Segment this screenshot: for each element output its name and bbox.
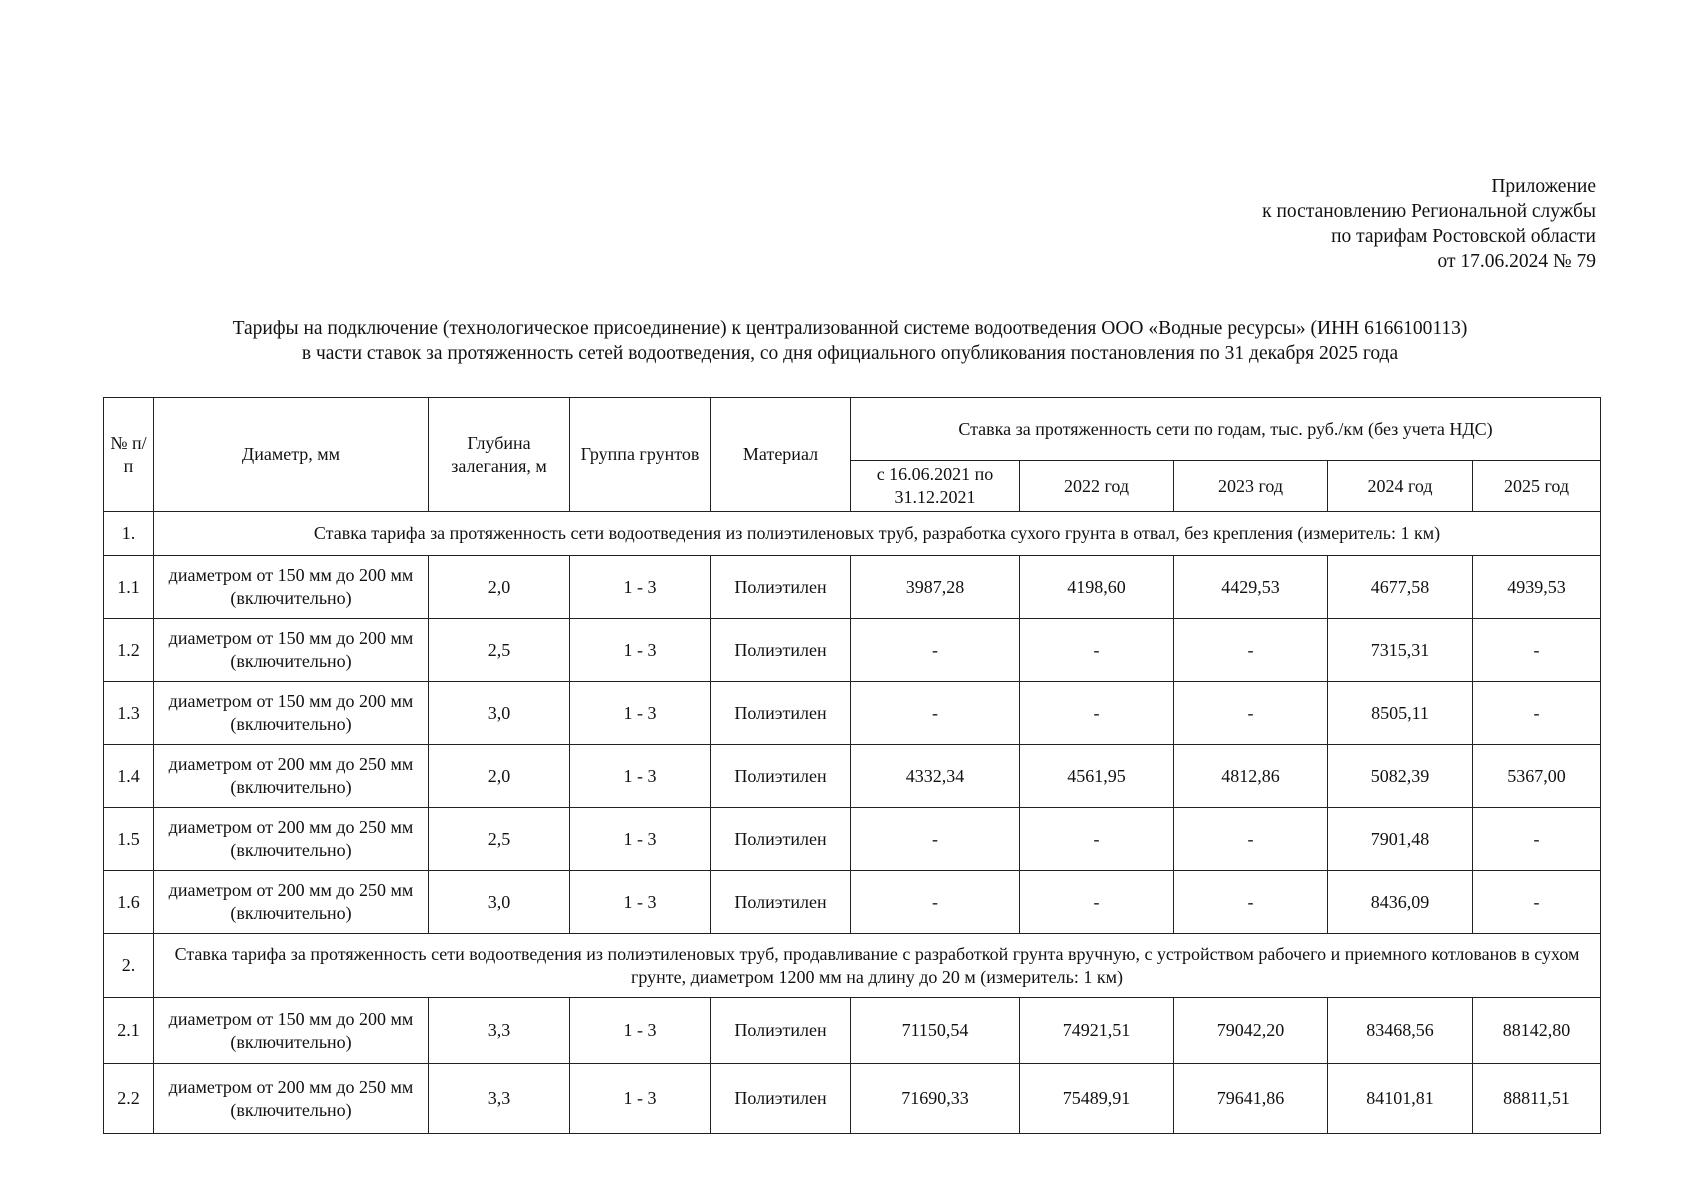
header-period: с 16.06.2021 по 31.12.2021 <box>851 461 1020 512</box>
rate-value: 5367,00 <box>1473 745 1601 808</box>
row-depth: 3,0 <box>429 871 570 934</box>
row-number: 1.4 <box>104 745 154 808</box>
rate-value: - <box>851 682 1020 745</box>
table-row <box>104 682 1601 745</box>
rate-value: - <box>1473 682 1601 745</box>
rate-value: 5082,39 <box>1328 745 1473 808</box>
row-depth: 2,5 <box>429 808 570 871</box>
header-period: 2023 год <box>1174 461 1328 512</box>
table-row <box>104 808 1601 871</box>
rate-value: - <box>1020 808 1174 871</box>
row-soil-group: 1 - 3 <box>570 998 711 1064</box>
row-soil-group: 1 - 3 <box>570 682 711 745</box>
row-material: Полиэтилен <box>711 871 851 934</box>
rate-value: 79042,20 <box>1174 998 1328 1064</box>
row-diameter: диаметром от 150 мм до 200 мм (включительно) <box>154 682 429 745</box>
rate-value: - <box>1020 682 1174 745</box>
rate-value: 8436,09 <box>1328 871 1473 934</box>
rate-value: 74921,51 <box>1020 998 1174 1064</box>
header-material: Материал <box>711 398 851 512</box>
rate-value: 83468,56 <box>1328 998 1473 1064</box>
appendix-note <box>1262 174 1596 274</box>
row-diameter: диаметром от 200 мм до 250 мм (включительно) <box>154 1064 429 1134</box>
row-diameter: диаметром от 150 мм до 200 мм (включительно) <box>154 998 429 1064</box>
rate-value: 71690,33 <box>851 1064 1020 1134</box>
rate-value: 4198,60 <box>1020 556 1174 619</box>
row-material: Полиэтилен <box>711 808 851 871</box>
row-diameter: диаметром от 150 мм до 200 мм (включительно) <box>154 619 429 682</box>
row-material: Полиэтилен <box>711 1064 851 1134</box>
rate-value: 7901,48 <box>1328 808 1473 871</box>
row-number: 1.1 <box>104 556 154 619</box>
rate-value: - <box>1174 808 1328 871</box>
row-diameter: диаметром от 200 мм до 250 мм (включительно) <box>154 808 429 871</box>
row-soil-group: 1 - 3 <box>570 619 711 682</box>
header-row <box>104 398 1601 461</box>
section-number: 2. <box>104 934 154 998</box>
rate-value: 88811,51 <box>1473 1064 1601 1134</box>
section-row <box>104 934 1601 998</box>
rate-value: - <box>851 871 1020 934</box>
table-row <box>104 998 1601 1064</box>
row-depth: 2,0 <box>429 745 570 808</box>
row-soil-group: 1 - 3 <box>570 745 711 808</box>
row-number: 1.5 <box>104 808 154 871</box>
row-depth: 3,0 <box>429 682 570 745</box>
header-diameter: Диаметр, мм <box>154 398 429 512</box>
header-num: № п/п <box>104 398 154 512</box>
row-number: 1.3 <box>104 682 154 745</box>
row-number: 2.2 <box>104 1064 154 1134</box>
table-row <box>104 871 1601 934</box>
row-depth: 2,0 <box>429 556 570 619</box>
table-row <box>104 745 1601 808</box>
section-number: 1. <box>104 512 154 556</box>
table-row <box>104 619 1601 682</box>
row-soil-group: 1 - 3 <box>570 1064 711 1134</box>
header-period: 2022 год <box>1020 461 1174 512</box>
rate-value: - <box>1020 619 1174 682</box>
rate-value: - <box>851 808 1020 871</box>
tariff-table <box>103 397 1601 1134</box>
rate-value: - <box>851 619 1020 682</box>
rate-value: 4332,34 <box>851 745 1020 808</box>
appendix-line: по тарифам Ростовской области <box>1331 226 1596 247</box>
rate-value: 8505,11 <box>1328 682 1473 745</box>
title-line-2: в части ставок за протяженность сетей водоотведения, со дня официального опубликования постановления по 31 декабря 2025 года <box>301 343 1399 364</box>
row-material: Полиэтилен <box>711 619 851 682</box>
rate-value: - <box>1174 871 1328 934</box>
row-number: 2.1 <box>104 998 154 1064</box>
section-title: Ставка тарифа за протяженность сети водоотведения из полиэтиленовых труб, разработка сухого грунта в отвал, без крепления (измеритель: 1 км) <box>154 512 1601 556</box>
header-period: 2024 год <box>1328 461 1473 512</box>
section-row <box>104 512 1601 556</box>
rate-value: - <box>1174 619 1328 682</box>
rate-value: 4429,53 <box>1174 556 1328 619</box>
row-diameter: диаметром от 150 мм до 200 мм (включительно) <box>154 556 429 619</box>
rate-value: - <box>1020 871 1174 934</box>
row-material: Полиэтилен <box>711 745 851 808</box>
rate-value: 84101,81 <box>1328 1064 1473 1134</box>
rate-value: 79641,86 <box>1174 1064 1328 1134</box>
row-number: 1.2 <box>104 619 154 682</box>
document-title <box>100 316 1600 366</box>
row-material: Полиэтилен <box>711 998 851 1064</box>
row-diameter: диаметром от 200 мм до 250 мм (включительно) <box>154 745 429 808</box>
header-rate-group: Ставка за протяженность сети по годам, тыс. руб./км (без учета НДС) <box>851 398 1601 461</box>
row-number: 1.6 <box>104 871 154 934</box>
rate-value: 88142,80 <box>1473 998 1601 1064</box>
appendix-line: Приложение <box>1491 176 1596 197</box>
rate-value: 4677,58 <box>1328 556 1473 619</box>
rate-value: 3987,28 <box>851 556 1020 619</box>
row-material: Полиэтилен <box>711 682 851 745</box>
rate-value: - <box>1174 682 1328 745</box>
rate-value: - <box>1473 619 1601 682</box>
table-row <box>104 1064 1601 1134</box>
row-depth: 3,3 <box>429 1064 570 1134</box>
row-depth: 3,3 <box>429 998 570 1064</box>
rate-value: - <box>1473 871 1601 934</box>
section-title: Ставка тарифа за протяженность сети водоотведения из полиэтиленовых труб, продавливание с разработкой грунта вручную, с устройством рабочего и приемного котлованов в сухом грунте, диаметром 1200 мм на длину до 20 м (измеритель: 1 км) <box>154 934 1601 998</box>
header-depth: Глубина залегания, м <box>429 398 570 512</box>
rate-value: 4939,53 <box>1473 556 1601 619</box>
header-period: 2025 год <box>1473 461 1601 512</box>
row-material: Полиэтилен <box>711 556 851 619</box>
header-soil-group: Группа грунтов <box>570 398 711 512</box>
rate-value: 4812,86 <box>1174 745 1328 808</box>
rate-value: 7315,31 <box>1328 619 1473 682</box>
rate-value: 75489,91 <box>1020 1064 1174 1134</box>
rate-value: - <box>1473 808 1601 871</box>
row-diameter: диаметром от 200 мм до 250 мм (включительно) <box>154 871 429 934</box>
table-row <box>104 556 1601 619</box>
appendix-line: от 17.06.2024 № 79 <box>1437 251 1596 272</box>
rate-value: 71150,54 <box>851 998 1020 1064</box>
appendix-line: к постановлению Региональной службы <box>1262 201 1596 222</box>
row-soil-group: 1 - 3 <box>570 871 711 934</box>
row-soil-group: 1 - 3 <box>570 556 711 619</box>
row-depth: 2,5 <box>429 619 570 682</box>
rate-value: 4561,95 <box>1020 745 1174 808</box>
title-line-1: Тарифы на подключение (технологическое присоединение) к централизованной системе водоотведения ООО «Водные ресурсы» (ИНН 6166100113) <box>232 318 1468 339</box>
row-soil-group: 1 - 3 <box>570 808 711 871</box>
